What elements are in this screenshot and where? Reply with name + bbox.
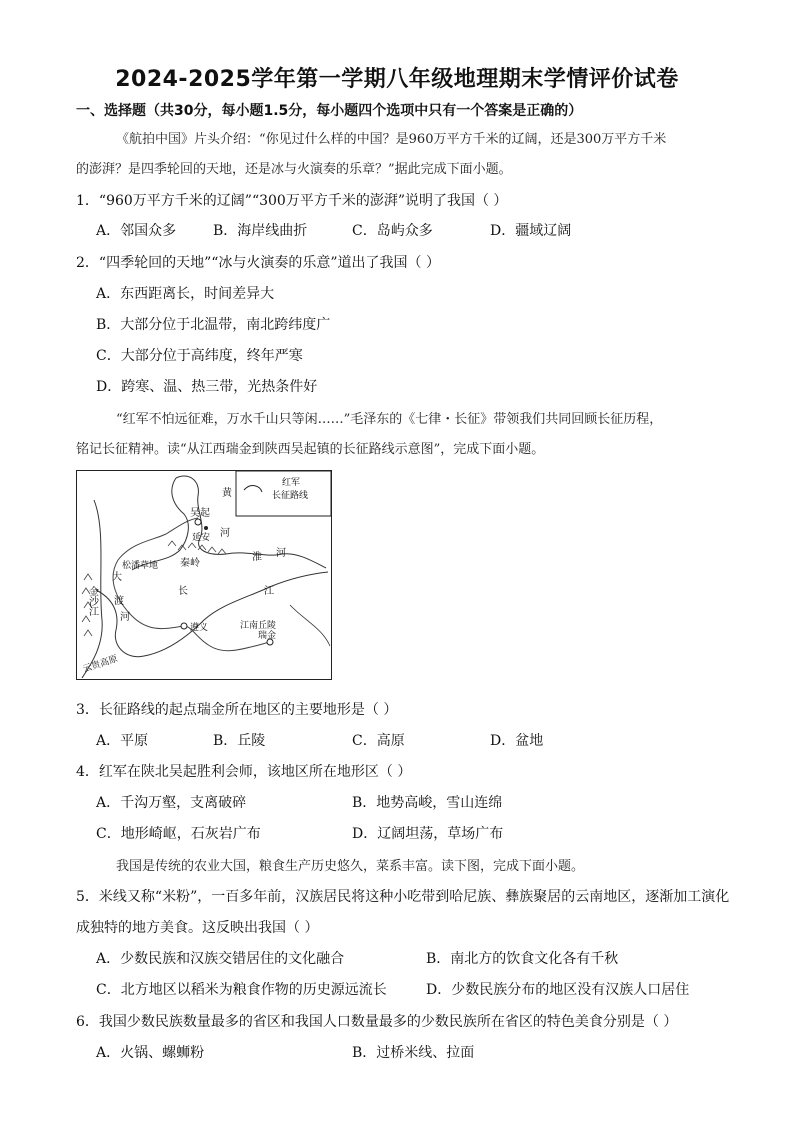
option: C．地形崎岖，石灰岩广布 — [96, 826, 261, 842]
option: D．辽阔坦荡，草场广布 — [352, 826, 504, 842]
intro-text: 我国是传统的农业大国，粮食生产历史悠久，菜系丰富。读下图，完成下面小题。 — [116, 859, 585, 874]
option: D．疆域辽阔 — [490, 223, 572, 239]
option: A．少数民族和汉族交错居住的文化融合 — [96, 951, 345, 967]
option: A．邻国众多 — [96, 223, 177, 239]
intro-text: “红军不怕远征难，万水千山只等闲……”毛泽东的《七律・长征》带领我们共同回顾长征历程， — [116, 412, 663, 427]
map-label: 江 — [264, 586, 274, 597]
question-3: 3．长征路线的起点瑞金所在地区的主要地形是（ ） — [76, 702, 398, 718]
question-5-cont: 成独特的地方美食。这反映出我国（ ） — [76, 920, 319, 936]
map-label: 江南丘陵 — [240, 621, 277, 631]
legend-label: 红军 — [282, 478, 301, 488]
option: B．地势高峻，雪山连绵 — [352, 795, 503, 811]
map-label: 吴起 — [190, 508, 210, 519]
long-march-route-map — [76, 470, 332, 680]
option: C．北方地区以稻米为粮食作物的历史源远流长 — [96, 982, 387, 998]
map-label: 淮 — [252, 552, 262, 563]
option: D．跨寒、温、热三带，光热条件好 — [96, 379, 318, 395]
question-4: 4．红军在陕北吴起胜利会师，该地区所在地形区（ ） — [76, 764, 412, 780]
option: B．丘陵 — [213, 733, 266, 749]
zunyi-marker — [181, 623, 187, 629]
page-title: 2024-2025学年第一学期八年级地理期末学情评价试卷 — [115, 67, 679, 92]
map-label: 遵义 — [190, 623, 209, 633]
map-label: 延安 — [192, 533, 211, 543]
option: A．平原 — [96, 733, 149, 749]
wuqi-marker — [195, 519, 201, 525]
section-heading: 一、选择题（共30分，每小题1.5分，每小题四个选项中只有一个答案是正确的） — [76, 103, 583, 119]
question-6: 6．我国少数民族数量最多的省区和我国人口数量最多的少数民族所在省区的特色美食分别是（ ） — [76, 1014, 678, 1030]
map-label: 金沙江 — [86, 586, 98, 616]
option: C．高原 — [352, 733, 405, 749]
map-label: 长 — [178, 586, 188, 597]
option: A．千沟万壑，支离破碎 — [96, 795, 247, 811]
option: D．少数民族分布的地区没有汉族人口居住 — [426, 982, 690, 998]
intro-text: 《航拍中国》片头介绍：“你见过什么样的中国？是960万平方千米的辽阔，还是300万平方千米 — [116, 132, 667, 147]
map-label: 河 — [220, 528, 230, 539]
option: B．过桥米线、拉面 — [352, 1045, 475, 1061]
option: B．大部分位于北温带，南北跨纬度广 — [96, 317, 331, 333]
legend-label: 长征路线 — [272, 491, 309, 501]
option: B．南北方的饮食文化各有千秋 — [426, 951, 619, 967]
map-label: 瑞金 — [258, 631, 277, 641]
map-label: 云贵高原 — [81, 654, 120, 675]
map-label: 秦岭 — [180, 558, 200, 569]
map-label: 大 — [112, 572, 122, 583]
map-label: 松潘草地 — [122, 561, 159, 571]
yanan-marker — [204, 526, 208, 530]
option: C．大部分位于高纬度，终年严寒 — [96, 348, 303, 364]
map-label: 黄 — [222, 488, 232, 499]
intro-text: 铭记长征精神。读“从江西瑞金到陕西吴起镇的长征路线示意图”，完成下面小题。 — [76, 442, 545, 457]
intro-text: 的澎湃？是四季轮回的天地，还是冰与火演奏的乐章？”据此完成下面小题。 — [76, 162, 512, 177]
question-5: 5．米线又称“米粉”，一百多年前，汉族居民将这种小吃带到哈尼族、彝族聚居的云南地区，逐渐加工演化 — [76, 889, 730, 905]
map-label: 河 — [276, 548, 286, 559]
option: B．海岸线曲折 — [213, 223, 308, 239]
option: A．火锅、螺蛳粉 — [96, 1045, 205, 1061]
question-1: 1．“960万平方千米的辽阔”“300万平方千米的澎湃”说明了我国（ ） — [76, 193, 508, 209]
option: D．盆地 — [490, 733, 544, 749]
map-label: 河 — [120, 612, 130, 623]
map-label: 渡 — [114, 596, 124, 607]
option: C．岛屿众多 — [352, 223, 433, 239]
question-2: 2．“四季轮回的天地”“冰与火演奏的乐意”道出了我国（ ） — [76, 255, 440, 271]
option: A．东西距离长，时间差异大 — [96, 286, 275, 302]
